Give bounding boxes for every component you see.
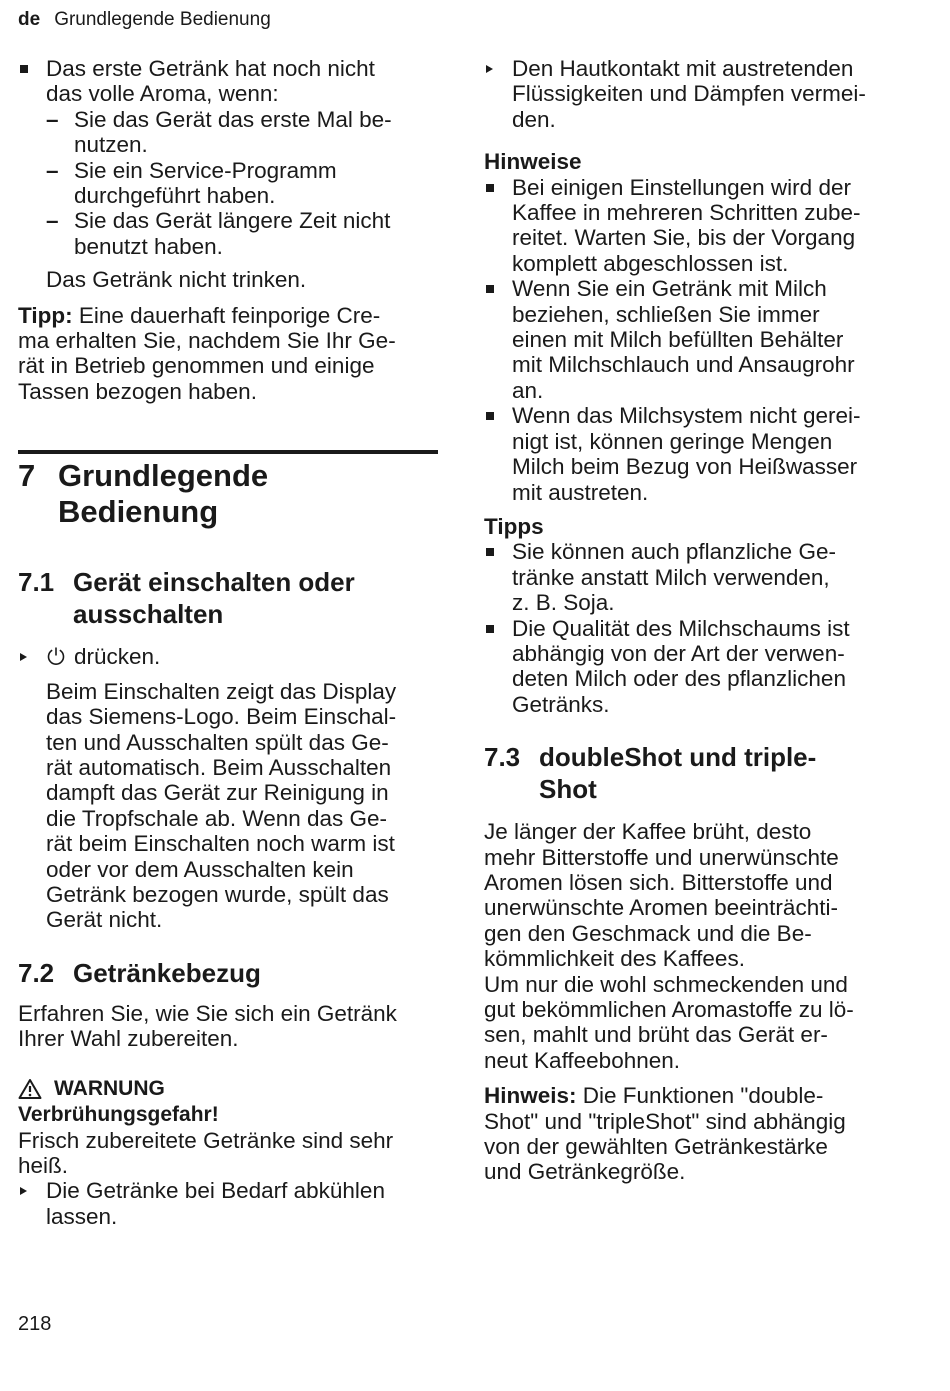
dash-list (18, 107, 438, 259)
text-line: Sie das Gerät das erste Mal be- (74, 106, 392, 132)
text-line: benutzt haben. (74, 233, 223, 259)
text-line: neut Kaffeebohnen. (484, 1047, 681, 1073)
skin-contact-step (484, 56, 904, 132)
text-line: beziehen, schließen Sie immer (512, 301, 820, 327)
dash-icon: – (46, 157, 59, 183)
tipp-item (484, 539, 904, 615)
text-line: mit austreten. (512, 479, 649, 505)
text-line: Die Qualität des Milchschaums ist (512, 615, 850, 641)
text-line: Den Hautkontakt mit austretenden (512, 56, 854, 81)
text-line: nutzen. (74, 132, 148, 158)
left-column (18, 56, 438, 1229)
text-line: Um nur die wohl schmeckenden und (484, 971, 848, 997)
section-7-2-body (18, 1001, 438, 1052)
arrow-bullet-icon (20, 653, 27, 661)
text-line: Aromen lösen sich. Bitterstoffe und (484, 869, 833, 895)
text-line: mit Milchschlauch und Ansaugrohr (512, 352, 855, 378)
text-line: Die Getränke bei Bedarf abkühlen (46, 1178, 385, 1204)
square-bullet-icon (486, 548, 494, 556)
power-step (18, 644, 438, 671)
warning-title (18, 1076, 438, 1102)
text-line: Milch beim Bezug von Heißwasser (512, 454, 858, 480)
text-line: rät beim Einschalten noch warm ist (46, 831, 395, 857)
text-line: Getränks. (512, 691, 610, 717)
text-line: sen, mahlt und brüht das Gerät er- (484, 1022, 828, 1048)
text-line: Wenn das Milchsystem nicht gerei- (512, 403, 861, 429)
text-line: Sie ein Service-Programm (74, 157, 337, 183)
tipps-title: Tipps (484, 513, 544, 539)
text-line: an. (512, 377, 544, 403)
text-line: Bedienung (58, 494, 219, 530)
text-line: ma erhalten Sie, nachdem Sie Ihr Ge- (18, 328, 396, 354)
text-line: Je länger der Kaffee brüht, desto (484, 819, 812, 845)
text-line: z. B. Soja. (512, 590, 615, 616)
running-header (18, 8, 271, 32)
text-line: Shot" und "tripleShot" sind abhängig (484, 1108, 846, 1134)
hinweis-label: Hinweis: (484, 1083, 577, 1109)
dash-icon: – (46, 208, 59, 234)
arrow-bullet-icon (20, 1187, 27, 1195)
hinweis-paragraph (484, 1083, 904, 1185)
text-line: Wenn Sie ein Getränk mit Milch (512, 276, 827, 302)
square-bullet-icon (20, 65, 28, 73)
text-line: Getränk bezogen wurde, spült das (46, 881, 389, 907)
warning-triangle-icon (18, 1078, 42, 1100)
text-line: ausschalten (73, 599, 224, 630)
text-line: Eine dauerhaft feinporige Cre- (72, 302, 381, 328)
chapter-rule (18, 450, 438, 454)
text-line: Das erste Getränk hat noch nicht (46, 56, 375, 81)
text-line: komplett abgeschlossen ist. (512, 250, 789, 276)
hinweis-item (484, 175, 904, 277)
text-line: Bei einigen Einstellungen wird der (512, 174, 851, 200)
hinweis-item (484, 276, 904, 403)
right-column (484, 56, 904, 1185)
warning-step (18, 1178, 438, 1229)
hinweise-title: Hinweise (484, 149, 582, 175)
text-line: heiß. (18, 1152, 69, 1178)
text-line: die Tropfschale ab. Wenn das Ge- (46, 805, 388, 831)
chapter-number: 7 (18, 458, 36, 494)
text-line: Beim Einschalten zeigt das Display (46, 678, 397, 704)
section-number: 7.2 (18, 957, 55, 988)
text-line: Die Funktionen "double- (576, 1083, 824, 1109)
section-number: 7.3 (484, 742, 521, 773)
text-line: gut bekömmlichen Aromastoffe zu lö- (484, 997, 854, 1022)
text-line: Gerät nicht. (46, 907, 163, 933)
warning-block (18, 1076, 438, 1230)
dash-item (46, 158, 438, 209)
text-line: rät in Betrieb genommen und einige (18, 353, 375, 379)
language-code: de (18, 9, 41, 30)
dont-drink-text: Das Getränk nicht trinken. (46, 267, 307, 293)
text-line: gen den Geschmack und die Be- (484, 920, 812, 946)
hinweis-item (484, 403, 904, 505)
text-line: ten und Ausschalten spült das Ge- (46, 729, 389, 755)
power-icon (46, 646, 66, 671)
text-line: deten Milch oder des pflanzlichen (512, 666, 846, 692)
square-bullet-icon (486, 184, 494, 192)
tip-paragraph (18, 303, 438, 405)
header-title: Grundlegende Bedienung (54, 9, 271, 30)
text-line: durchgeführt haben. (74, 183, 276, 209)
text-line: Frisch zubereitete Getränke sind sehr (18, 1127, 394, 1153)
text-line: einen mit Milch befüllten Behälter (512, 327, 844, 353)
warning-label: WARNUNG (54, 1076, 165, 1100)
section-number: 7.1 (18, 567, 55, 598)
square-bullet-icon (486, 625, 494, 633)
text-line: Ihrer Wahl zubereiten. (18, 1026, 239, 1052)
text-line: Gerät einschalten oder (73, 567, 355, 598)
text-line: dampft das Gerät zur Reinigung in (46, 780, 389, 806)
step-text: drücken. (74, 644, 161, 670)
section-7-2-heading (18, 957, 438, 989)
text-line: nigt ist, können geringe Mengen (512, 428, 833, 454)
text-line: Tassen bezogen haben. (18, 378, 257, 404)
bullet-aroma (18, 56, 438, 107)
text-line: von der gewählten Getränkestärke (484, 1134, 828, 1160)
text-line: unerwünschte Aromen beeinträchti- (484, 895, 838, 921)
text-line: Erfahren Sie, wie Sie sich ein Getränk (18, 1000, 397, 1026)
text-line: doubleShot und triple- (539, 742, 817, 773)
text-line: tränke anstatt Milch verwenden, (512, 564, 830, 590)
square-bullet-icon (486, 412, 494, 420)
section-7-3-body (484, 819, 904, 1073)
dash-item (46, 208, 438, 259)
text-line: Sie können auch pflanzliche Ge- (512, 539, 836, 565)
text-line: oder vor dem Ausschalten kein (46, 856, 354, 882)
text-line: Grundlegende (58, 458, 269, 494)
text-line: lassen. (46, 1203, 118, 1229)
chapter-heading (18, 458, 438, 530)
text-line: das Siemens-Logo. Beim Einschal- (46, 704, 397, 730)
tip-label: Tipp: (18, 302, 73, 328)
text-line: den. (512, 106, 556, 132)
text-line: und Getränkegröße. (484, 1159, 686, 1185)
text-line: Sie das Gerät längere Zeit nicht (74, 208, 391, 234)
text-line: das volle Aroma, wenn: (46, 81, 279, 107)
arrow-bullet-icon (486, 65, 493, 73)
text-line: Getränkebezug (73, 957, 261, 988)
section-7-3-heading (484, 741, 904, 805)
tipp-item (484, 616, 904, 718)
text-line: rät automatisch. Beim Ausschalten (46, 754, 392, 780)
text-line: mehr Bitterstoffe und unerwünschte (484, 844, 839, 870)
page-number: 218 (18, 1313, 52, 1335)
warning-subtitle: Verbrühungsgefahr! (18, 1102, 219, 1126)
dash-icon: – (46, 106, 59, 132)
text-line: Kaffee in mehreren Schritten zube- (512, 200, 861, 226)
section-7-1-heading (18, 566, 438, 630)
section-7-1-body (18, 679, 438, 933)
text-line: reitet. Warten Sie, bis der Vorgang (512, 225, 856, 251)
text-line: abhängig von der Art der verwen- (512, 640, 845, 666)
warning-body (18, 1128, 438, 1179)
dash-item (46, 107, 438, 158)
square-bullet-icon (486, 285, 494, 293)
text-line: Flüssigkeiten und Dämpfen vermei- (512, 81, 866, 107)
text-line: Shot (539, 774, 597, 805)
text-line: kömmlichkeit des Kaffees. (484, 946, 745, 972)
